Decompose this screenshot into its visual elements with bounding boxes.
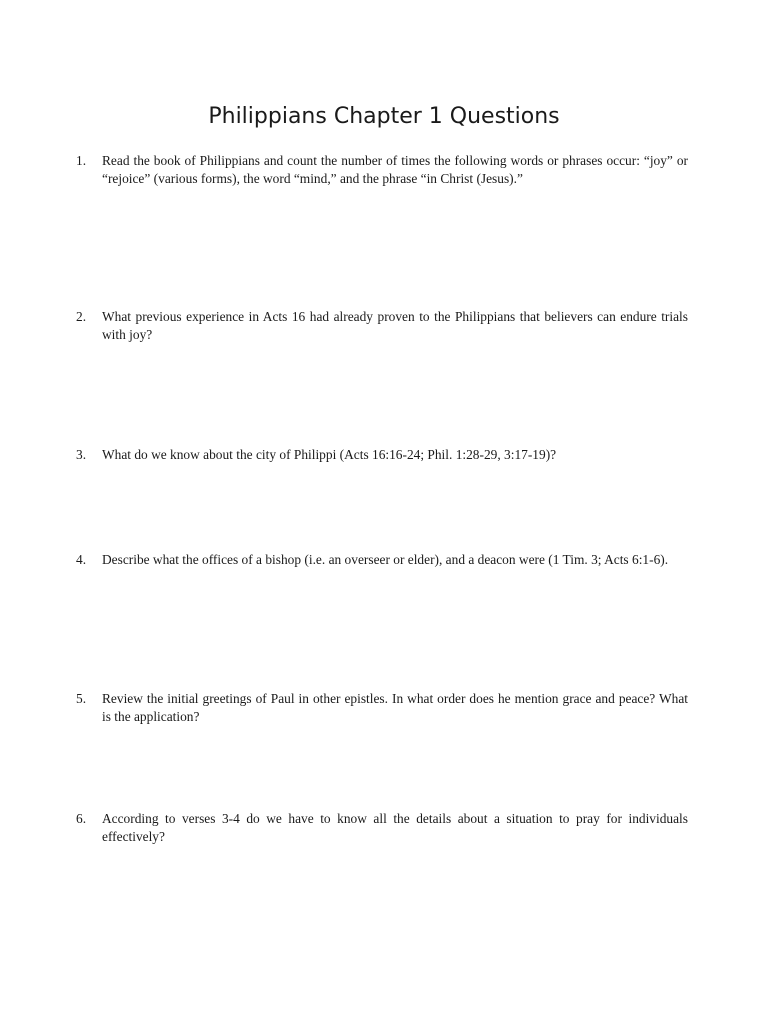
question-number: 4.	[76, 552, 87, 567]
question-item	[76, 308, 688, 344]
question-text: What previous experience in Acts 16 had already proven to the Philippians that believers can endure trials with joy?	[102, 309, 688, 342]
question-number: 2.	[76, 309, 87, 324]
question-text: Review the initial greetings of Paul in other epistles. In what order does he mention grace and peace? What is the application?	[102, 691, 688, 724]
question-item	[76, 551, 688, 569]
question-item	[76, 152, 688, 188]
question-item	[76, 446, 688, 464]
question-text: Read the book of Philippians and count the number of times the following words or phrases occur: “joy” or “rejoice” (various forms), the word “mind,” and the phrase “in Christ (Jesus).”	[102, 153, 688, 186]
question-text: According to verses 3-4 do we have to know all the details about a situation to pray for individuals effectively?	[102, 811, 688, 844]
question-number: 6.	[76, 811, 87, 826]
question-text: Describe what the offices of a bishop (i.e. an overseer or elder), and a deacon were (1 Tim. 3; Acts 6:1-6).	[102, 552, 669, 567]
question-number: 1.	[76, 153, 87, 168]
page-title: Philippians Chapter 1 Questions	[208, 104, 560, 129]
question-number: 3.	[76, 447, 87, 462]
question-item	[76, 810, 688, 846]
question-text: What do we know about the city of Philippi (Acts 16:16-24; Phil. 1:28-29, 3:17-19)?	[102, 447, 557, 462]
question-item	[76, 690, 688, 726]
question-number: 5.	[76, 691, 87, 706]
